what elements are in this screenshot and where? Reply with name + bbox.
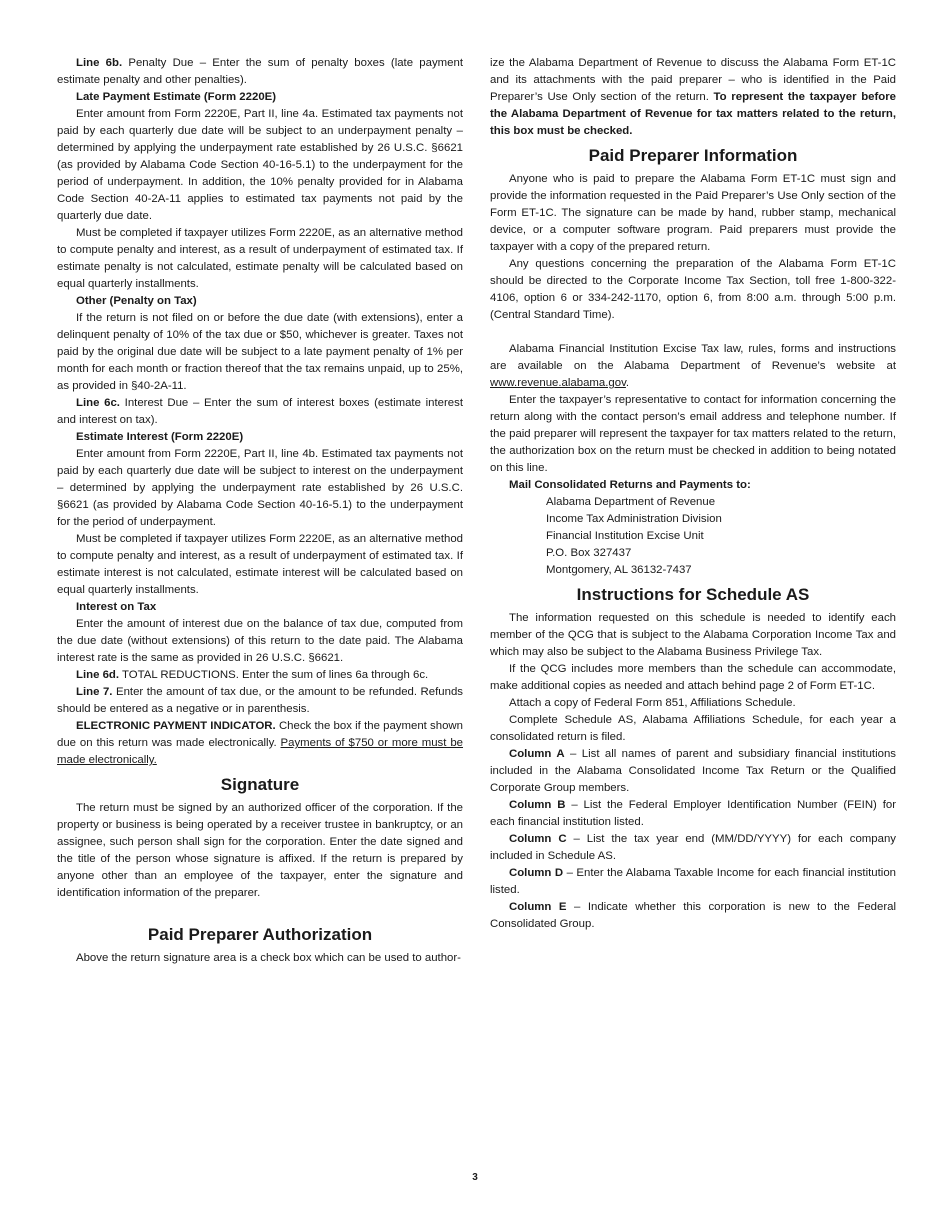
left-column [57,55,463,967]
mail-returns-label: Mail Consolidated Returns and Payments to: [509,479,751,491]
address-line: Income Tax Administration Division [546,513,722,525]
paid-preparer-information-heading: Paid Preparer Information [588,146,798,165]
address-line: P.O. Box 327437 [546,547,632,559]
line-7-paragraph: Line 7. Enter the amount of tax due, or the amount to be refunded. Refunds should be entered as a negative or in parenthesis. [57,686,463,715]
spacer [490,324,896,341]
other-penalty-heading: Other (Penalty on Tax) [76,295,197,307]
line-6b-label: Line 6b. [76,57,123,69]
column-c-paragraph: Column C – List the tax year end (MM/DD/YYYY) for each company included in Schedule AS. [490,833,896,862]
paid-preparer-authorization-heading: Paid Preparer Authorization [147,925,373,944]
authorization-requirement: To represent the taxpayer before the Alabama Department of Revenue for tax matters related to the return, this box must be checked. [490,91,897,137]
estimate-interest-heading: Estimate Interest (Form 2220E) [76,431,244,443]
signature-paragraph: The return must be signed by an authorized officer of the corporation. If the property or business is being operated by a receiver trustee in bankruptcy, or an assignee, such person shall sign for the corporation. Enter the date signed and the title of the person whose signature is affixed. If the return is prepared by anyone other than an employee of the taxpayer, enter the signature and identification information of the preparer. [57,802,463,899]
website-link[interactable]: www.revenue.alabama.gov [490,377,626,389]
address-line: Financial Institution Excise Unit [546,530,704,542]
paid-preparer-information-paragraph: Anyone who is paid to prepare the Alabama Form ET-1C must sign and provide the information requested in the Paid Preparer’s Use Only section of the Form ET-1C. The signature can be made by hand, rubber stamp, mechanical device, or a computer software program. Paid preparers must provide the taxpayer with a copy of the prepared return. [490,173,896,253]
late-payment-paragraph-2: Must be completed if taxpayer utilizes Form 2220E, as an alternative method to compute penalty and interest, as a result of underpayment of estimated tax. If estimate penalty is not calculated, estimate penalty will be calculated based on equal quarterly installments. [57,227,463,290]
electronic-payment-requirement: Payments of $750 or more must be made electronically. [57,737,463,766]
page-number: 3 [472,1172,478,1183]
column-a-paragraph: Column A – List all names of parent and subsidiary financial institutions included in the Alabama Consolidated Income Tax Return or the Qualified Corporate Group members. [490,748,896,794]
line-6d-label: Line 6d. [76,669,120,681]
line-6b-paragraph: Line 6b. Penalty Due – Enter the sum of penalty boxes (late payment estimate penalty and other penalties). [57,57,463,86]
address-line: Montgomery, AL 36132-7437 [546,564,692,576]
schedule-paragraph: The information requested on this schedule is needed to identify each member of the QCG that is subject to the Alabama Corporation Income Tax and which may also be subject to the Alabama Business Privilege Tax. [490,612,896,658]
questions-paragraph: Any questions concerning the preparation of the Alabama Form ET-1C should be directed to the Corporate Income Tax Section, toll free 1-800-322-4106, option 6 or 334-242-1170, option 6, from 8:00 a.m. through 5:00 p.m. (Central Standard Time). [490,258,896,321]
other-penalty-paragraph: If the return is not filed on or before the due date (with extensions), enter a delinquent penalty of 10% of the tax due or $50, whichever is greater. Taxes not paid by the original due date will be subject to a late payment penalty of 1% per month for each month or fraction thereof that the tax remains unpaid, up to 25%, as provided in §40-2A-11. [57,312,463,392]
column-d-label: Column D [509,867,564,879]
website-paragraph: Alabama Financial Institution Excise Tax law, rules, forms and instructions are available on the Alabama Department of Revenue’s website at www.revenue.alabama.gov. [490,343,896,389]
representative-paragraph: Enter the taxpayer’s representative to contact for information concerning the return along with the contact person’s email address and telephone number. If the paid preparer will represent the taxpayer for tax matters related to the return, the authorization box on the return must be checked in addition to being notated on this line. [490,394,896,474]
line-6c-label: Line 6c. [76,397,120,409]
estimate-interest-paragraph: Enter amount from Form 2220E, Part II, line 4b. Estimated tax payments not paid by each quarterly due date will be subject to interest on the underpayment – determined by applying the underpayment rate established by 26 U.S.C. §6621 (as provided by Alabama Code Section 40-16-5.1) to the underpayment for the period of underpayment. [57,448,463,528]
column-b-label: Column B [509,799,566,811]
schedule-as-heading: Instructions for Schedule AS [576,585,810,604]
right-column [490,55,896,933]
estimate-interest-paragraph-2: Must be completed if taxpayer utilizes Form 2220E, as an alternative method to compute penalty and interest, as a result of underpayment of estimated tax. If estimate interest is not calculated, estimate interest will be calculated based on equal quarterly installments. [57,533,463,596]
column-b-paragraph: Column B – List the Federal Employer Identification Number (FEIN) for each financial institution listed. [490,799,896,828]
column-e-paragraph: Column E – Indicate whether this corporation is new to the Federal Consolidated Group. [490,901,896,930]
line-7-label: Line 7. [76,686,113,698]
spacer [57,902,463,919]
schedule-paragraph: Complete Schedule AS, Alabama Affiliations Schedule, for each year a consolidated return is filed. [490,714,896,743]
late-payment-paragraph: Enter amount from Form 2220E, Part II, line 4a. Estimated tax payments not paid by each quarterly due date will be subject to an underpayment penalty – determined by applying the underpayment rate established by 26 U.S.C. §6621 (as provided by Alabama Code Section 40-16-5.1) to the underpayment for the period of underpayment. In addition, the 10% penalty provided for in Alabama Code Section 40-2A-11 applies to estimated tax payments not paid by the quarterly due date. [57,108,463,222]
line-6d-paragraph: Line 6d. TOTAL REDUCTIONS. Enter the sum of lines 6a through 6c. [76,669,429,681]
column-c-label: Column C [509,833,567,845]
paid-preparer-authorization-paragraph: Above the return signature area is a check box which can be used to author- [76,952,461,964]
interest-on-tax-paragraph: Enter the amount of interest due on the balance of tax due, computed from the due date (without extensions) of this return to the date paid. The Alabama interest rate is the same as provided in 26 U.S.C. §6621. [57,618,463,664]
schedule-paragraph: If the QCG includes more members than the schedule can accommodate, make additional copies as needed and attach behind page 2 of Form ET-1C. [490,663,896,692]
column-a-label: Column A [509,748,565,760]
line-6c-paragraph: Line 6c. Interest Due – Enter the sum of interest boxes (estimate interest and interest on tax). [57,397,463,426]
interest-on-tax-heading: Interest on Tax [76,601,157,613]
electronic-payment-label: ELECTRONIC PAYMENT INDICATOR. [76,720,276,732]
schedule-paragraph: Attach a copy of Federal Form 851, Affiliations Schedule. [509,697,796,709]
late-payment-heading: Late Payment Estimate (Form 2220E) [76,91,277,103]
column-e-label: Column E [509,901,567,913]
electronic-payment-paragraph: ELECTRONIC PAYMENT INDICATOR. Check the box if the payment shown due on this return was made electronically. Payments of $750 or more must be made electronically. [57,720,463,766]
column-d-paragraph: Column D – Enter the Alabama Taxable Income for each financial institution listed. [490,867,896,896]
signature-heading: Signature [220,775,300,794]
address-line: Alabama Department of Revenue [546,496,716,508]
paid-preparer-authorization-continued: ize the Alabama Department of Revenue to discuss the Alabama Form ET-1C and its attachments with the paid preparer – who is identified in the Paid Preparer’s Use Only section of the return. To represent the taxpayer before the Alabama Department of Revenue for tax matters related to the return, this box must be checked. [490,57,897,137]
